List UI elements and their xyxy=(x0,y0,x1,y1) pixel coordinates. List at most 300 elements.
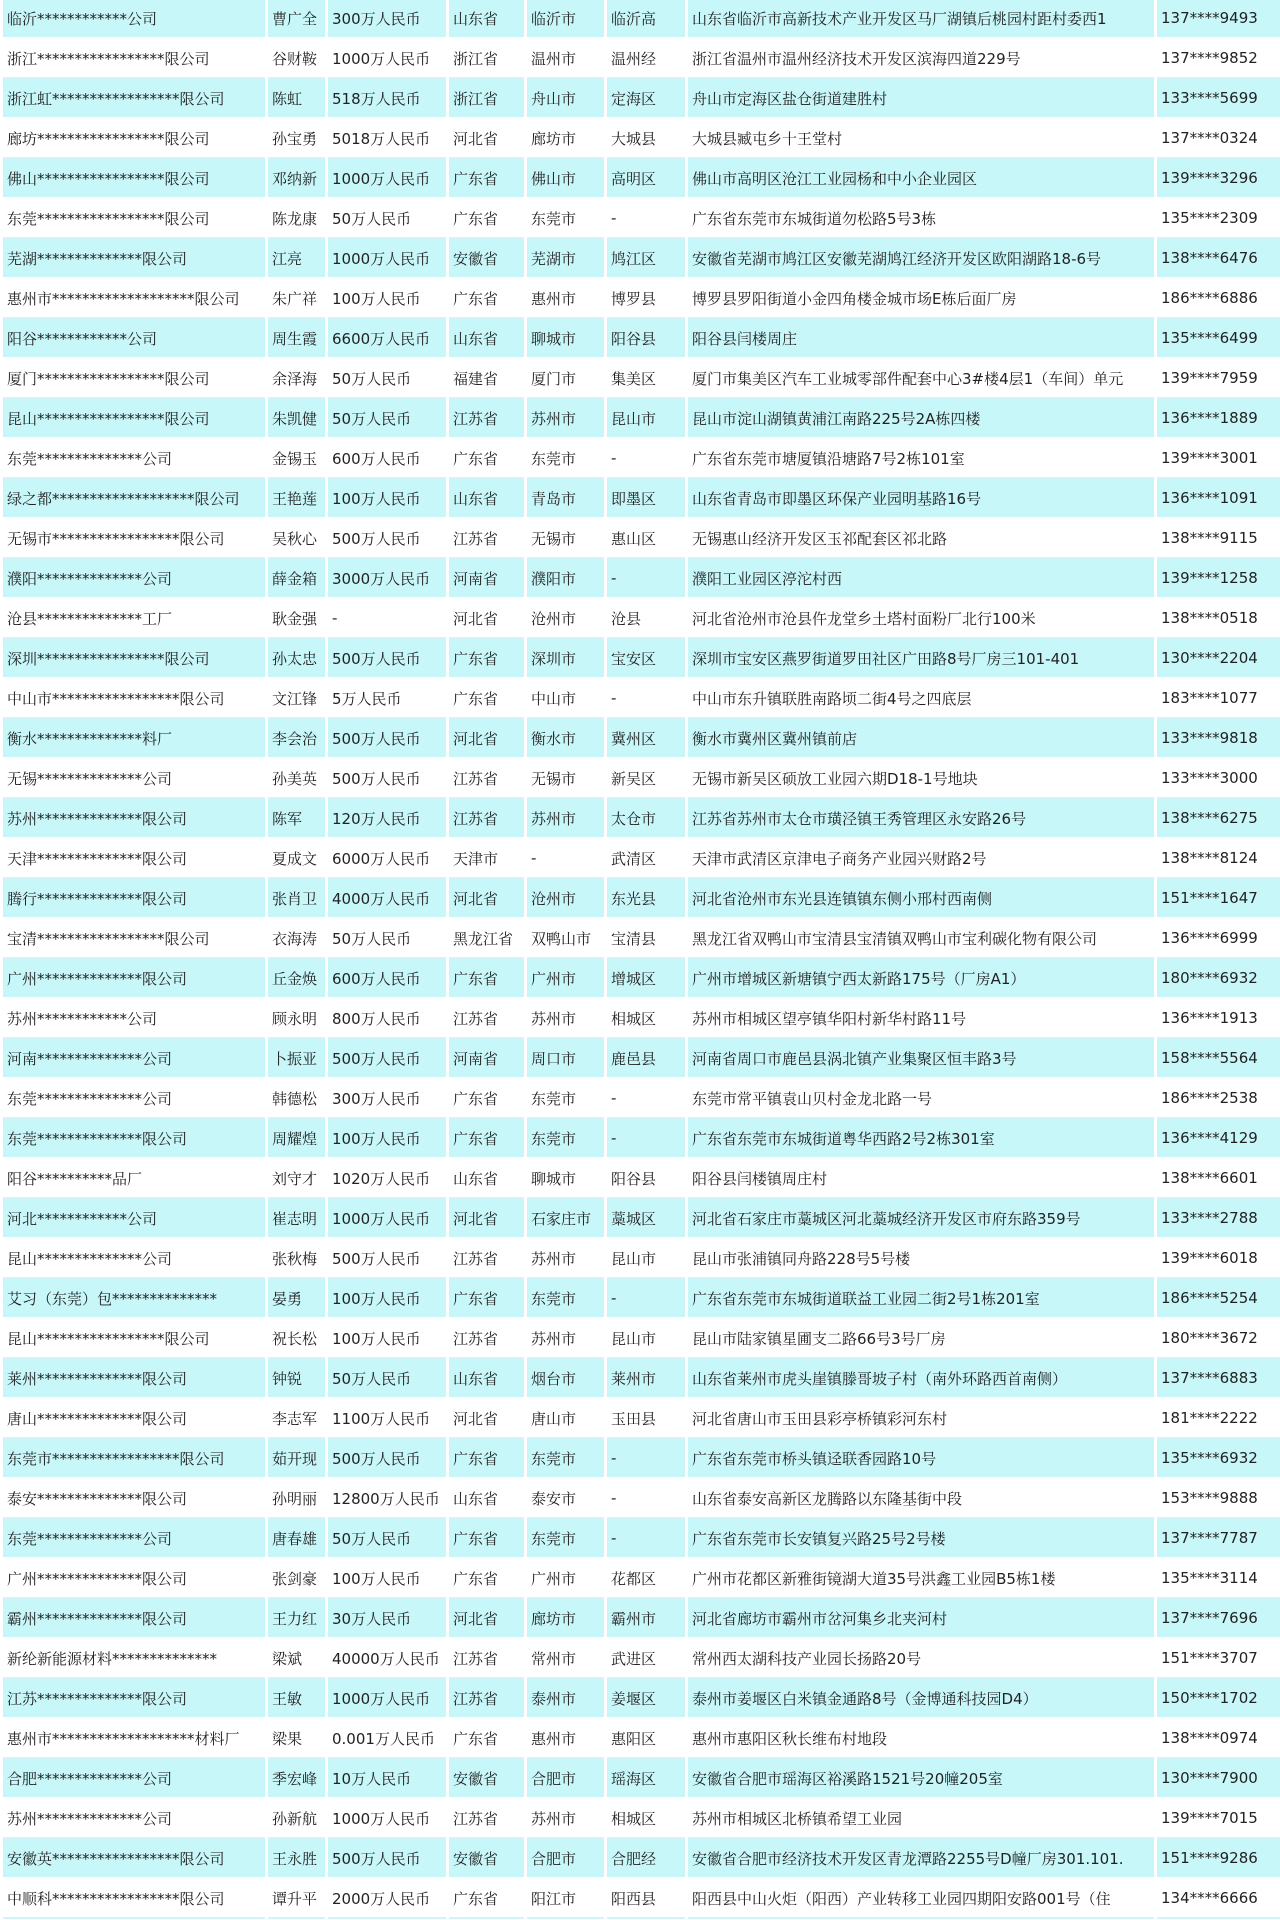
table-row xyxy=(3,719,1280,759)
district-cell: - xyxy=(607,439,685,479)
phone-cell: 133****9818 xyxy=(1157,719,1280,759)
legal-rep-cell: 陈虹 xyxy=(268,79,325,119)
city-cell: 唐山市 xyxy=(527,1399,604,1439)
province-cell: 广东省 xyxy=(449,1439,524,1479)
city-cell: 合肥市 xyxy=(527,1759,604,1799)
registered-capital-cell: 500万人民币 xyxy=(328,1839,446,1879)
company-name-cell: 莱州**************限公司 xyxy=(3,1359,265,1399)
phone-cell: 139****6018 xyxy=(1157,1239,1280,1279)
city-cell: 苏州市 xyxy=(527,799,604,839)
company-name-cell: 佛山*****************限公司 xyxy=(3,159,265,199)
province-cell: 江苏省 xyxy=(449,1799,524,1839)
city-cell: 苏州市 xyxy=(527,999,604,1039)
address-cell: 佛山市高明区沧江工业园杨和中小企业园区 xyxy=(688,159,1154,199)
phone-cell: 153****9888 xyxy=(1157,1479,1280,1519)
address-cell: 舟山市定海区盐仓街道建胜村 xyxy=(688,79,1154,119)
registered-capital-cell: 1000万人民币 xyxy=(328,39,446,79)
registered-capital-cell: 1000万人民币 xyxy=(328,159,446,199)
registered-capital-cell: 12800万人民币 xyxy=(328,1479,446,1519)
table-row xyxy=(3,359,1280,399)
table-row xyxy=(3,1199,1280,1239)
registered-capital-cell: - xyxy=(328,599,446,639)
district-cell: - xyxy=(607,1439,685,1479)
legal-rep-cell: 周生霞 xyxy=(268,319,325,359)
company-name-cell: 东莞**************公司 xyxy=(3,439,265,479)
district-cell: 莱州市 xyxy=(607,1359,685,1399)
address-cell: 江苏省苏州市太仓市璜泾镇王秀管理区永安路26号 xyxy=(688,799,1154,839)
address-cell: 安徽省合肥市瑶海区裕溪路1521号20幢205室 xyxy=(688,1759,1154,1799)
table-row xyxy=(3,279,1280,319)
address-cell: 安徽省合肥市经济技术开发区青龙潭路2255号D幢厂房301.101. xyxy=(688,1839,1154,1879)
company-name-cell: 无锡**************公司 xyxy=(3,759,265,799)
phone-cell: 186****6886 xyxy=(1157,279,1280,319)
address-cell: 广东省东莞市东城街道勿松路5号3栋 xyxy=(688,199,1154,239)
legal-rep-cell: 衣海涛 xyxy=(268,919,325,959)
company-name-cell: 浙江*****************限公司 xyxy=(3,39,265,79)
district-cell: 阳谷县 xyxy=(607,1159,685,1199)
legal-rep-cell: 王敏 xyxy=(268,1679,325,1719)
address-cell: 广东省东莞市东城街道粤华西路2号2栋301室 xyxy=(688,1119,1154,1159)
registered-capital-cell: 0.001万人民币 xyxy=(328,1719,446,1759)
district-cell: 鸠江区 xyxy=(607,239,685,279)
district-cell: 花都区 xyxy=(607,1559,685,1599)
province-cell: 江苏省 xyxy=(449,519,524,559)
registered-capital-cell: 100万人民币 xyxy=(328,1319,446,1359)
registered-capital-cell: 600万人民币 xyxy=(328,439,446,479)
company-name-cell: 合肥**************公司 xyxy=(3,1759,265,1799)
province-cell: 河北省 xyxy=(449,1599,524,1639)
legal-rep-cell: 韩德松 xyxy=(268,1079,325,1119)
address-cell: 衡水市冀州区冀州镇前店 xyxy=(688,719,1154,759)
district-cell: 冀州区 xyxy=(607,719,685,759)
district-cell: 相城区 xyxy=(607,1799,685,1839)
company-name-cell: 昆山**************公司 xyxy=(3,1239,265,1279)
table-row xyxy=(3,1479,1280,1519)
legal-rep-cell: 周耀煌 xyxy=(268,1119,325,1159)
city-cell: 聊城市 xyxy=(527,319,604,359)
registered-capital-cell: 518万人民币 xyxy=(328,79,446,119)
city-cell: 无锡市 xyxy=(527,759,604,799)
legal-rep-cell: 孙宝勇 xyxy=(268,119,325,159)
table-row xyxy=(3,559,1280,599)
phone-cell: 151****1647 xyxy=(1157,879,1280,919)
district-cell: 博罗县 xyxy=(607,279,685,319)
registered-capital-cell: 6000万人民币 xyxy=(328,839,446,879)
province-cell: 河北省 xyxy=(449,599,524,639)
table-row xyxy=(3,1079,1280,1119)
phone-cell: 136****4129 xyxy=(1157,1119,1280,1159)
district-cell: 东光县 xyxy=(607,879,685,919)
address-cell: 河北省廊坊市霸州市岔河集乡北夹河村 xyxy=(688,1599,1154,1639)
address-cell: 河南省周口市鹿邑县涡北镇产业集聚区恒丰路3号 xyxy=(688,1039,1154,1079)
legal-rep-cell: 谭升平 xyxy=(268,1879,325,1919)
registered-capital-cell: 50万人民币 xyxy=(328,1519,446,1559)
address-cell: 东莞市常平镇袁山贝村金龙北路一号 xyxy=(688,1079,1154,1119)
table-row xyxy=(3,319,1280,359)
district-cell: 大城县 xyxy=(607,119,685,159)
address-cell: 中山市东升镇联胜南路顷二街4号之四底层 xyxy=(688,679,1154,719)
legal-rep-cell: 王力红 xyxy=(268,1599,325,1639)
address-cell: 广东省东莞市桥头镇迳联香园路10号 xyxy=(688,1439,1154,1479)
table-row xyxy=(3,679,1280,719)
address-cell: 昆山市陆家镇星圃支二路66号3号厂房 xyxy=(688,1319,1154,1359)
city-cell: 阳江市 xyxy=(527,1879,604,1919)
address-cell: 安徽省芜湖市鸠江区安徽芜湖鸠江经济开发区欧阳湖路18-6号 xyxy=(688,239,1154,279)
company-name-cell: 宝清*****************限公司 xyxy=(3,919,265,959)
legal-rep-cell: 耿金强 xyxy=(268,599,325,639)
address-cell: 河北省石家庄市藁城区河北藁城经济开发区市府东路359号 xyxy=(688,1199,1154,1239)
address-cell: 阳谷县闫楼镇周庄村 xyxy=(688,1159,1154,1199)
registered-capital-cell: 500万人民币 xyxy=(328,639,446,679)
address-cell: 阳谷县闫楼周庄 xyxy=(688,319,1154,359)
district-cell: 玉田县 xyxy=(607,1399,685,1439)
legal-rep-cell: 梁斌 xyxy=(268,1639,325,1679)
province-cell: 江苏省 xyxy=(449,399,524,439)
phone-cell: 137****9852 xyxy=(1157,39,1280,79)
table-row xyxy=(3,159,1280,199)
city-cell: 常州市 xyxy=(527,1639,604,1679)
registered-capital-cell: 5万人民币 xyxy=(328,679,446,719)
table-row xyxy=(3,1839,1280,1879)
table-row xyxy=(3,1239,1280,1279)
company-name-cell: 惠州市*******************材料厂 xyxy=(3,1719,265,1759)
district-cell: 昆山市 xyxy=(607,1319,685,1359)
province-cell: 广东省 xyxy=(449,1119,524,1159)
province-cell: 河南省 xyxy=(449,559,524,599)
registered-capital-cell: 50万人民币 xyxy=(328,199,446,239)
address-cell: 昆山市淀山湖镇黄浦江南路225号2A栋四楼 xyxy=(688,399,1154,439)
district-cell: 集美区 xyxy=(607,359,685,399)
phone-cell: 135****6932 xyxy=(1157,1439,1280,1479)
company-name-cell: 中顺科*****************限公司 xyxy=(3,1879,265,1919)
city-cell: 双鸭山市 xyxy=(527,919,604,959)
province-cell: 河北省 xyxy=(449,1199,524,1239)
province-cell: 江苏省 xyxy=(449,1639,524,1679)
address-cell: 厦门市集美区汽车工业城零部件配套中心3#楼4层1（车间）单元 xyxy=(688,359,1154,399)
registered-capital-cell: 500万人民币 xyxy=(328,519,446,559)
legal-rep-cell: 顾永明 xyxy=(268,999,325,1039)
province-cell: 广东省 xyxy=(449,1279,524,1319)
company-name-cell: 浙江虹*****************限公司 xyxy=(3,79,265,119)
city-cell: 东莞市 xyxy=(527,1439,604,1479)
province-cell: 福建省 xyxy=(449,359,524,399)
city-cell: 合肥市 xyxy=(527,1839,604,1879)
city-cell: 苏州市 xyxy=(527,1239,604,1279)
district-cell: 新吴区 xyxy=(607,759,685,799)
province-cell: 广东省 xyxy=(449,679,524,719)
province-cell: 浙江省 xyxy=(449,39,524,79)
district-cell: 宝清县 xyxy=(607,919,685,959)
province-cell: 广东省 xyxy=(449,1719,524,1759)
city-cell: 惠州市 xyxy=(527,279,604,319)
city-cell: 中山市 xyxy=(527,679,604,719)
district-cell: - xyxy=(607,559,685,599)
table-row xyxy=(3,1879,1280,1919)
company-name-cell: 绿之都*******************限公司 xyxy=(3,479,265,519)
registered-capital-cell: 1000万人民币 xyxy=(328,1799,446,1839)
table-row xyxy=(3,959,1280,999)
province-cell: 江苏省 xyxy=(449,1679,524,1719)
city-cell: 东莞市 xyxy=(527,439,604,479)
table-row xyxy=(3,1279,1280,1319)
phone-cell: 137****7787 xyxy=(1157,1519,1280,1559)
legal-rep-cell: 陈龙康 xyxy=(268,199,325,239)
legal-rep-cell: 季宏峰 xyxy=(268,1759,325,1799)
company-name-cell: 无锡市*****************限公司 xyxy=(3,519,265,559)
phone-cell: 138****9115 xyxy=(1157,519,1280,559)
table-row xyxy=(3,1319,1280,1359)
registered-capital-cell: 500万人民币 xyxy=(328,1439,446,1479)
registered-capital-cell: 30万人民币 xyxy=(328,1599,446,1639)
table-row xyxy=(3,839,1280,879)
table-row xyxy=(3,1119,1280,1159)
province-cell: 江苏省 xyxy=(449,799,524,839)
city-cell: 舟山市 xyxy=(527,79,604,119)
company-name-cell: 唐山**************限公司 xyxy=(3,1399,265,1439)
city-cell: 芜湖市 xyxy=(527,239,604,279)
table-row xyxy=(3,399,1280,439)
phone-cell: 137****0324 xyxy=(1157,119,1280,159)
table-row xyxy=(3,439,1280,479)
district-cell: 阳西县 xyxy=(607,1879,685,1919)
table-row xyxy=(3,999,1280,1039)
province-cell: 江苏省 xyxy=(449,1319,524,1359)
legal-rep-cell: 朱广祥 xyxy=(268,279,325,319)
district-cell: 昆山市 xyxy=(607,399,685,439)
district-cell: - xyxy=(607,679,685,719)
company-name-cell: 艾习（东莞）包************** xyxy=(3,1279,265,1319)
table-row xyxy=(3,1599,1280,1639)
company-name-cell: 河南**************公司 xyxy=(3,1039,265,1079)
phone-cell: 180****6932 xyxy=(1157,959,1280,999)
registered-capital-cell: 500万人民币 xyxy=(328,759,446,799)
address-cell: 河北省唐山市玉田县彩亭桥镇彩河东村 xyxy=(688,1399,1154,1439)
district-cell: 阳谷县 xyxy=(607,319,685,359)
city-cell: 东莞市 xyxy=(527,199,604,239)
province-cell: 江苏省 xyxy=(449,1239,524,1279)
registered-capital-cell: 1100万人民币 xyxy=(328,1399,446,1439)
phone-cell: 186****2538 xyxy=(1157,1079,1280,1119)
phone-cell: 135****6499 xyxy=(1157,319,1280,359)
province-cell: 山东省 xyxy=(449,0,524,39)
registered-capital-cell: 1000万人民币 xyxy=(328,239,446,279)
address-cell: 河北省沧州市东光县连镇镇东侧小邢村西南侧 xyxy=(688,879,1154,919)
province-cell: 广东省 xyxy=(449,1079,524,1119)
legal-rep-cell: 夏成文 xyxy=(268,839,325,879)
phone-cell: 180****3672 xyxy=(1157,1319,1280,1359)
city-cell: 东莞市 xyxy=(527,1079,604,1119)
address-cell: 苏州市相城区望亭镇华阳村新华村路11号 xyxy=(688,999,1154,1039)
registered-capital-cell: 1000万人民币 xyxy=(328,1679,446,1719)
table-row xyxy=(3,599,1280,639)
province-cell: 浙江省 xyxy=(449,79,524,119)
company-name-cell: 广州**************限公司 xyxy=(3,1559,265,1599)
registered-capital-cell: 500万人民币 xyxy=(328,719,446,759)
phone-cell: 139****3001 xyxy=(1157,439,1280,479)
province-cell: 广东省 xyxy=(449,1879,524,1919)
city-cell: 临沂市 xyxy=(527,0,604,39)
address-cell: 黑龙江省双鸭山市宝清县宝清镇双鸭山市宝利碳化物有限公司 xyxy=(688,919,1154,959)
phone-cell: 137****7696 xyxy=(1157,1599,1280,1639)
table-row xyxy=(3,1039,1280,1079)
legal-rep-cell: 孙美英 xyxy=(268,759,325,799)
legal-rep-cell: 张秋梅 xyxy=(268,1239,325,1279)
city-cell: 温州市 xyxy=(527,39,604,79)
address-cell: 广东省东莞市塘厦镇沿塘路7号2栋101室 xyxy=(688,439,1154,479)
district-cell: 惠阳区 xyxy=(607,1719,685,1759)
legal-rep-cell: 曹广全 xyxy=(268,0,325,39)
city-cell: 周口市 xyxy=(527,1039,604,1079)
company-name-cell: 濮阳**************公司 xyxy=(3,559,265,599)
phone-cell: 130****7900 xyxy=(1157,1759,1280,1799)
registered-capital-cell: 600万人民币 xyxy=(328,959,446,999)
table-row xyxy=(3,1719,1280,1759)
legal-rep-cell: 余泽海 xyxy=(268,359,325,399)
company-name-cell: 中山市*****************限公司 xyxy=(3,679,265,719)
company-name-cell: 芜湖**************限公司 xyxy=(3,239,265,279)
province-cell: 安徽省 xyxy=(449,239,524,279)
address-cell: 大城县臧屯乡十王堂村 xyxy=(688,119,1154,159)
company-name-cell: 新纶新能源材料************** xyxy=(3,1639,265,1679)
table-row xyxy=(3,39,1280,79)
company-name-cell: 腾行**************限公司 xyxy=(3,879,265,919)
province-cell: 广东省 xyxy=(449,279,524,319)
city-cell: 深圳市 xyxy=(527,639,604,679)
province-cell: 安徽省 xyxy=(449,1759,524,1799)
district-cell: - xyxy=(607,1079,685,1119)
table-body xyxy=(3,0,1280,1919)
district-cell: 定海区 xyxy=(607,79,685,119)
phone-cell: 136****6999 xyxy=(1157,919,1280,959)
city-cell: 苏州市 xyxy=(527,399,604,439)
table-row xyxy=(3,799,1280,839)
table-row xyxy=(3,1639,1280,1679)
district-cell: 鹿邑县 xyxy=(607,1039,685,1079)
address-cell: 广东省东莞市东城街道联益工业园二街2号1栋201室 xyxy=(688,1279,1154,1319)
company-name-cell: 昆山*****************限公司 xyxy=(3,1319,265,1359)
province-cell: 山东省 xyxy=(449,479,524,519)
registered-capital-cell: 100万人民币 xyxy=(328,479,446,519)
province-cell: 安徽省 xyxy=(449,1839,524,1879)
phone-cell: 137****9493 xyxy=(1157,0,1280,39)
city-cell: 无锡市 xyxy=(527,519,604,559)
phone-cell: 138****6275 xyxy=(1157,799,1280,839)
province-cell: 广东省 xyxy=(449,959,524,999)
company-name-cell: 泰安**************限公司 xyxy=(3,1479,265,1519)
company-name-cell: 广州**************限公司 xyxy=(3,959,265,999)
legal-rep-cell: 张肖卫 xyxy=(268,879,325,919)
legal-rep-cell: 邓纳新 xyxy=(268,159,325,199)
company-name-cell: 沧县**************工厂 xyxy=(3,599,265,639)
city-cell: 厦门市 xyxy=(527,359,604,399)
registered-capital-cell: 50万人民币 xyxy=(328,919,446,959)
phone-cell: 133****3000 xyxy=(1157,759,1280,799)
district-cell: 高明区 xyxy=(607,159,685,199)
company-name-cell: 东莞**************公司 xyxy=(3,1079,265,1119)
city-cell: 苏州市 xyxy=(527,1799,604,1839)
district-cell: 惠山区 xyxy=(607,519,685,559)
address-cell: 无锡惠山经济开发区玉祁配套区祁北路 xyxy=(688,519,1154,559)
district-cell: 太仓市 xyxy=(607,799,685,839)
legal-rep-cell: 文江锋 xyxy=(268,679,325,719)
district-cell: 温州经 xyxy=(607,39,685,79)
city-cell: 苏州市 xyxy=(527,1319,604,1359)
table-row xyxy=(3,1399,1280,1439)
district-cell: 武进区 xyxy=(607,1639,685,1679)
registered-capital-cell: 300万人民币 xyxy=(328,1079,446,1119)
legal-rep-cell: 晏勇 xyxy=(268,1279,325,1319)
company-name-cell: 苏州**************公司 xyxy=(3,1799,265,1839)
city-cell: 濮阳市 xyxy=(527,559,604,599)
address-cell: 山东省临沂市高新技术产业开发区马厂湖镇后桃园村距村委西1 xyxy=(688,0,1154,39)
company-name-cell: 厦门*****************限公司 xyxy=(3,359,265,399)
registered-capital-cell: 1020万人民币 xyxy=(328,1159,446,1199)
phone-cell: 183****1077 xyxy=(1157,679,1280,719)
table-row xyxy=(3,1159,1280,1199)
registered-capital-cell: 100万人民币 xyxy=(328,279,446,319)
phone-cell: 136****1913 xyxy=(1157,999,1280,1039)
registered-capital-cell: 500万人民币 xyxy=(328,1239,446,1279)
registered-capital-cell: 10万人民币 xyxy=(328,1759,446,1799)
address-cell: 无锡市新吴区硕放工业园六期D18-1号地块 xyxy=(688,759,1154,799)
legal-rep-cell: 王永胜 xyxy=(268,1839,325,1879)
registered-capital-cell: 50万人民币 xyxy=(328,399,446,439)
registered-capital-cell: 4000万人民币 xyxy=(328,879,446,919)
city-cell: - xyxy=(527,839,604,879)
address-cell: 广东省东莞市长安镇复兴路25号2号楼 xyxy=(688,1519,1154,1559)
district-cell: 武清区 xyxy=(607,839,685,879)
district-cell: 增城区 xyxy=(607,959,685,999)
city-cell: 沧州市 xyxy=(527,599,604,639)
table-row xyxy=(3,479,1280,519)
registered-capital-cell: 300万人民币 xyxy=(328,0,446,39)
address-cell: 山东省泰安高新区龙腾路以东隆基街中段 xyxy=(688,1479,1154,1519)
legal-rep-cell: 薛金箱 xyxy=(268,559,325,599)
registered-capital-cell: 2000万人民币 xyxy=(328,1879,446,1919)
company-name-cell: 深圳*****************限公司 xyxy=(3,639,265,679)
legal-rep-cell: 梁果 xyxy=(268,1719,325,1759)
company-name-cell: 天津**************限公司 xyxy=(3,839,265,879)
phone-cell: 139****1258 xyxy=(1157,559,1280,599)
table-row xyxy=(3,639,1280,679)
city-cell: 石家庄市 xyxy=(527,1199,604,1239)
registered-capital-cell: 500万人民币 xyxy=(328,1039,446,1079)
phone-cell: 130****2204 xyxy=(1157,639,1280,679)
phone-cell: 139****7959 xyxy=(1157,359,1280,399)
legal-rep-cell: 唐春雄 xyxy=(268,1519,325,1559)
company-name-cell: 河北************公司 xyxy=(3,1199,265,1239)
province-cell: 河北省 xyxy=(449,879,524,919)
address-cell: 天津市武清区京津电子商务产业园兴财路2号 xyxy=(688,839,1154,879)
company-name-cell: 衡水**************料厂 xyxy=(3,719,265,759)
phone-cell: 181****2222 xyxy=(1157,1399,1280,1439)
registered-capital-cell: 100万人民币 xyxy=(328,1119,446,1159)
table-row xyxy=(3,1439,1280,1479)
province-cell: 黑龙江省 xyxy=(449,919,524,959)
phone-cell: 134****6666 xyxy=(1157,1879,1280,1919)
legal-rep-cell: 江亮 xyxy=(268,239,325,279)
table-row xyxy=(3,1679,1280,1719)
registered-capital-cell: 50万人民币 xyxy=(328,359,446,399)
province-cell: 山东省 xyxy=(449,1479,524,1519)
registered-capital-cell: 40000万人民币 xyxy=(328,1639,446,1679)
phone-cell: 158****5564 xyxy=(1157,1039,1280,1079)
district-cell: 相城区 xyxy=(607,999,685,1039)
phone-cell: 150****1702 xyxy=(1157,1679,1280,1719)
city-cell: 泰安市 xyxy=(527,1479,604,1519)
table-row xyxy=(3,239,1280,279)
table-row xyxy=(3,759,1280,799)
